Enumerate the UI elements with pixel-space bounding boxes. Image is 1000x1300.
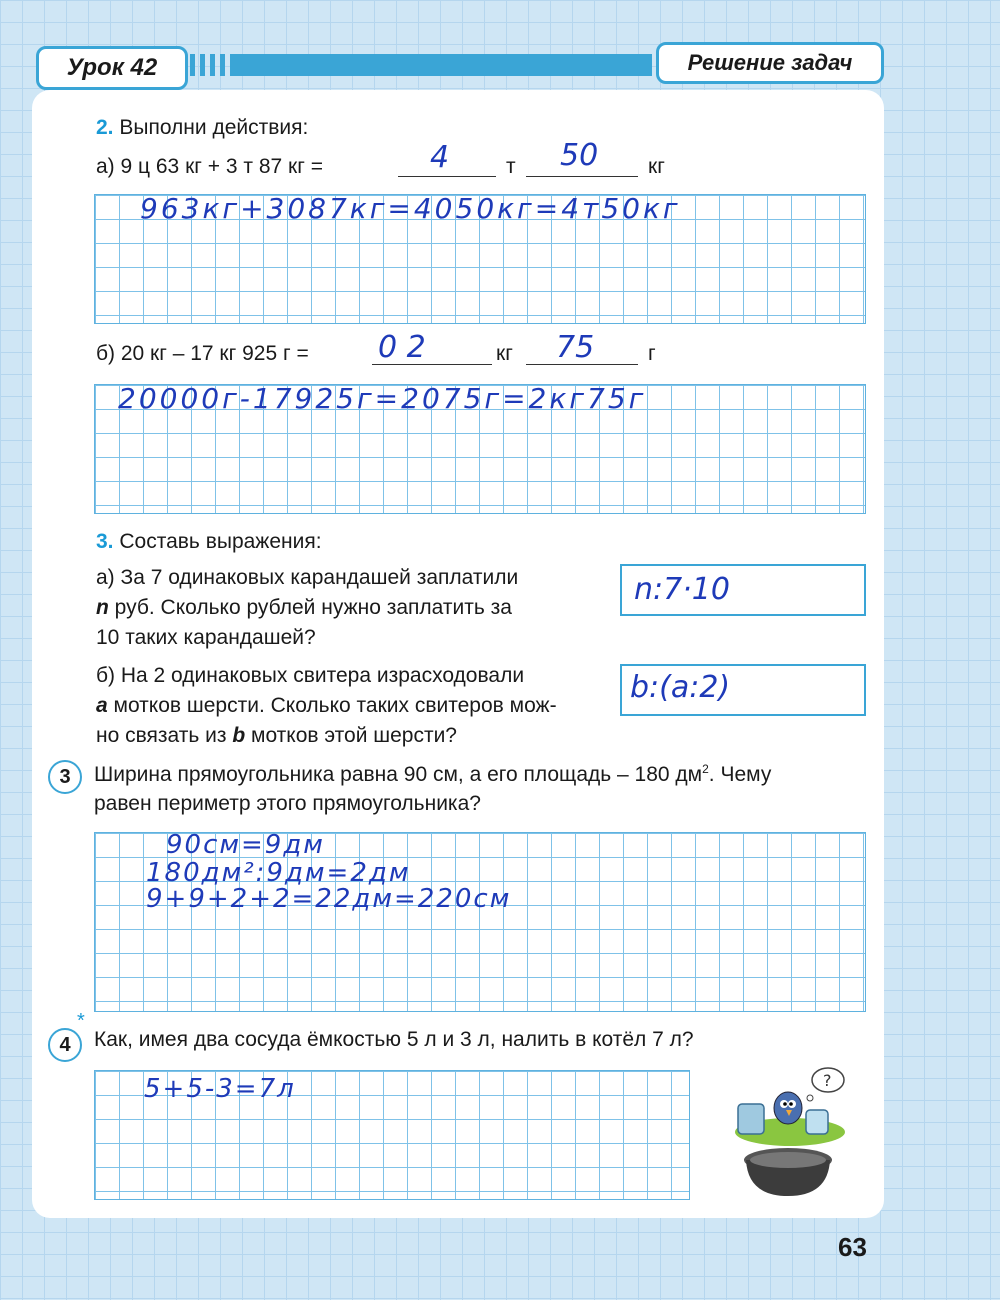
problem3-work-line1: 90см=9дм	[166, 830, 325, 860]
task2a-answer1: 4	[430, 140, 450, 175]
task3a-var-n: n	[96, 596, 109, 619]
task3b-line2-text: мотков шерсти. Сколько таких свитеров мож-	[107, 694, 557, 717]
task3-title: Составь выражения:	[119, 530, 322, 553]
task3-heading	[96, 530, 322, 554]
task2b-work: 20000г-17925г=2075г=2кг75г	[118, 382, 647, 415]
header-decoration-bar	[190, 54, 652, 76]
task3a-line2-text: руб. Сколько рублей нужно заплатить за	[108, 596, 512, 619]
task2a-work: 963кг+3087кг=4050кг=4т50кг	[140, 192, 681, 225]
task3b-line3	[96, 724, 457, 748]
problem4-work: 5+5-3=7л	[144, 1074, 296, 1104]
problem3-line1-end: . Чему	[708, 763, 772, 786]
task2a-blank1[interactable]	[398, 176, 496, 177]
bird-icon	[774, 1092, 802, 1124]
task3a-line3: 10 таких карандашей?	[96, 626, 316, 649]
task2a-unit2: кг	[648, 155, 665, 178]
svg-text:?: ?	[823, 1071, 832, 1090]
task3b-line2	[96, 694, 557, 718]
task3b-var-a: a	[96, 694, 108, 717]
task3a-line1: а) За 7 одинаковых карандашей заплатили	[96, 566, 519, 589]
task2a-prefix: а) 9 ц 63 кг + 3 т 87 кг =	[96, 155, 323, 178]
problem4-star: *	[77, 1010, 85, 1032]
task3b-line3-rest: мотков этой шерсти?	[245, 724, 457, 747]
page-number: 63	[838, 1232, 867, 1262]
task2b-answer2: 75	[556, 330, 595, 365]
topic-badge: Решение задач	[656, 42, 884, 84]
problem3-line2: равен периметр этого прямоугольника?	[94, 792, 481, 815]
task3b-line1: б) На 2 одинаковых свитера израсходовали	[96, 664, 525, 687]
task2a-unit1: т	[506, 155, 516, 178]
task2a-blank2[interactable]	[526, 176, 638, 177]
problem4-text: Как, имея два сосуда ёмкостью 5 л и 3 л, налить в котёл 7 л?	[94, 1028, 694, 1051]
jug-icon	[738, 1104, 764, 1134]
task3b-answer: b:(a:2)	[630, 670, 731, 705]
task2b-answer1: 0 2	[378, 330, 426, 365]
task3-number: 3.	[96, 530, 114, 553]
task2-title: Выполни действия:	[119, 116, 309, 139]
lesson-badge: Урок 42	[36, 46, 188, 90]
problem3-sup: 2	[702, 762, 709, 776]
cauldron-illustration	[730, 1062, 850, 1202]
task3a-line2	[96, 596, 512, 620]
problem3-number: 3	[48, 760, 82, 794]
task2a-answer2: 50	[560, 138, 599, 173]
task2b-prefix: б) 20 кг – 17 кг 925 г =	[96, 342, 309, 365]
task3b-line3-pre: но связать из	[96, 724, 233, 747]
task2-number: 2.	[96, 116, 114, 139]
problem3-work-line3: 9+9+2+2=22дм=220см	[146, 884, 512, 914]
task3b-var-b: b	[232, 724, 246, 747]
task2-heading	[96, 116, 308, 140]
problem3-line1	[94, 762, 771, 787]
task2b-unit1: кг	[496, 342, 513, 365]
problem3-line1-text: Ширина прямоугольника равна 90 см, а его площадь – 180 дм	[94, 763, 703, 786]
problem4-number: 4	[48, 1028, 82, 1062]
problem3-work-line2: 180дм²:9дм=2дм	[146, 858, 411, 888]
task2b-unit2: г	[648, 342, 656, 365]
jug-small-icon	[806, 1110, 828, 1134]
task3a-answer: n:7·10	[634, 572, 730, 607]
